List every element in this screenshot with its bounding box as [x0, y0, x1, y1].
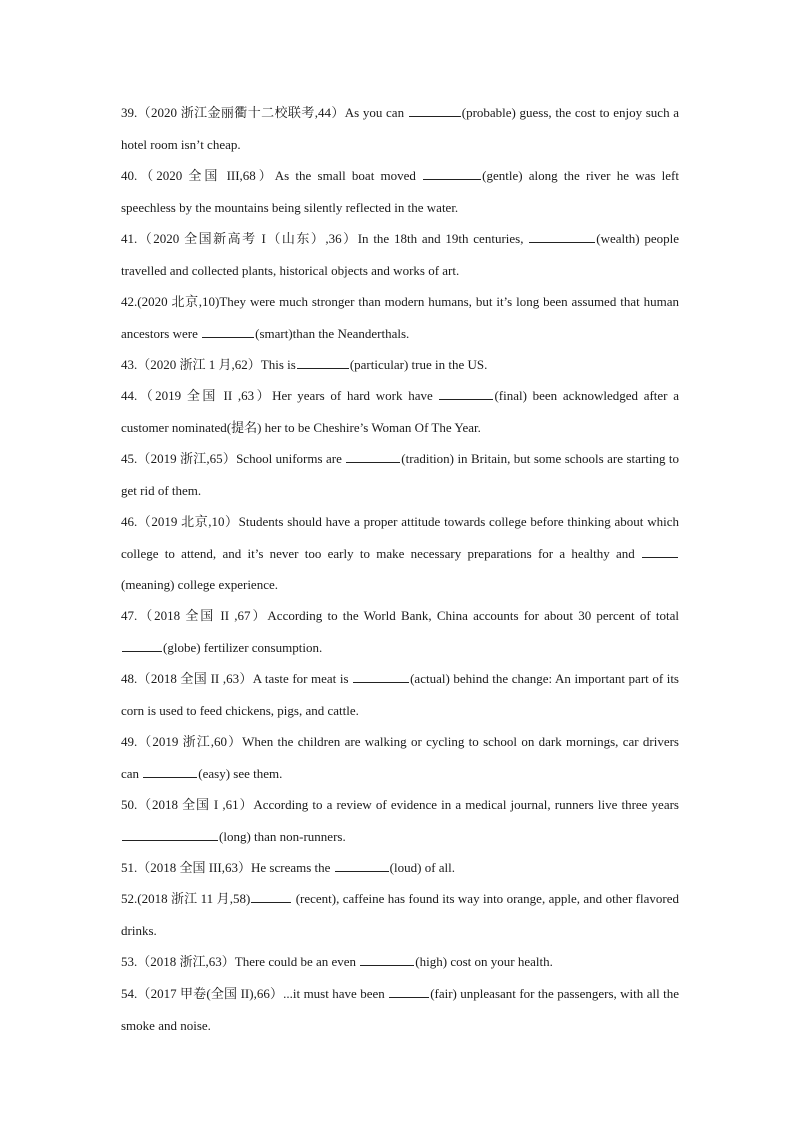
- question-47: [121, 600, 679, 663]
- answer-blank[interactable]: [335, 858, 389, 872]
- question-54: [121, 978, 679, 1041]
- question-text-after: (particular) true in the US.: [349, 357, 488, 372]
- question-source: （2018 全国 II ,63）: [137, 671, 253, 686]
- question-text-after: (probable) guess, the cost to enjoy such a hotel room isn’t cheap.: [121, 105, 679, 152]
- question-number: 45.: [121, 451, 138, 466]
- question-source: （2018 全国 II ,67）: [137, 608, 268, 623]
- answer-blank[interactable]: [409, 103, 461, 117]
- question-43: [121, 349, 679, 381]
- answer-blank[interactable]: [389, 984, 429, 998]
- question-48: [121, 663, 679, 726]
- question-text-before: When the children are walking or cycling to school on dark mornings, car drivers can: [121, 734, 679, 781]
- question-text-after: (easy) see them.: [198, 765, 283, 781]
- answer-blank[interactable]: [251, 889, 291, 903]
- answer-blank[interactable]: [439, 386, 493, 400]
- question-source: （2018 全国 III,63）: [137, 860, 251, 875]
- question-text-after: (high) cost on your health.: [415, 954, 553, 969]
- question-text-after: (wealth) people travelled and collected plants, historical objects and works of art.: [121, 231, 679, 278]
- answer-blank[interactable]: [360, 952, 414, 966]
- question-52: [121, 883, 679, 946]
- question-text-before: He screams the: [251, 860, 334, 875]
- question-number: 53.: [121, 954, 138, 969]
- question-text-before: A taste for meat is: [252, 671, 353, 686]
- question-40: [121, 160, 679, 223]
- question-51: [121, 852, 679, 884]
- answer-blank[interactable]: [423, 166, 481, 180]
- question-source: （2019 北京,10）: [137, 514, 239, 529]
- question-50: [121, 789, 679, 852]
- question-text-after: (final) been acknowledged after a customer nominated(提名) her to be Cheshire’s Woman Of The Year.: [121, 388, 679, 435]
- question-source: （2020 浙江 1 月,62）: [137, 357, 261, 372]
- question-source: （2020 全国 III,68）: [137, 168, 275, 183]
- answer-blank[interactable]: [122, 827, 218, 841]
- question-text-before: This is: [260, 357, 296, 372]
- question-text-before: In the 18th and 19th centuries,: [357, 231, 529, 246]
- question-text-before: Students should have a proper attitude towards college before thinking about which college to attend, and it’s never too early to make necessary preparations for a healthy and: [121, 514, 679, 561]
- question-text-before: They were much stronger than modern humans, but it’s long been assumed that human ancestors were: [121, 294, 679, 341]
- question-number: 47.: [121, 608, 138, 623]
- question-number: 39.: [121, 105, 138, 120]
- question-number: 41.: [121, 231, 138, 246]
- question-number: 42.: [121, 294, 138, 309]
- question-source: （2019 浙江,65）: [137, 451, 237, 466]
- question-number: 43.: [121, 357, 138, 372]
- question-text-before: According to the World Bank, China accounts for about 30 percent of total: [267, 608, 679, 623]
- question-text-after: (gentle) along the river he was left speechless by the mountains being silently reflected in the water.: [121, 168, 679, 215]
- question-source: （2018 全国 I ,61）: [137, 797, 254, 812]
- answer-blank[interactable]: [642, 544, 678, 558]
- question-41: [121, 223, 679, 286]
- question-source: (2020 北京,10): [137, 294, 220, 309]
- answer-blank[interactable]: [529, 229, 595, 243]
- question-source: （2019 全国 II ,63）: [137, 388, 273, 403]
- question-source: （2019 浙江,60）: [137, 734, 243, 749]
- question-text-after: (meaning) college experience.: [121, 577, 278, 592]
- question-text-before: School uniforms are: [236, 451, 346, 466]
- answer-blank[interactable]: [143, 764, 197, 778]
- question-number: 40.: [121, 168, 138, 183]
- question-number: 51.: [121, 860, 138, 875]
- question-number: 52.: [121, 891, 138, 906]
- question-number: 44.: [121, 388, 138, 403]
- question-53: [121, 946, 679, 978]
- question-text-before: As you can: [344, 105, 408, 120]
- question-number: 46.: [121, 514, 138, 529]
- question-44: [121, 380, 679, 443]
- question-source: (2018 浙江 11 月,58): [137, 891, 251, 906]
- question-text-before: According to a review of evidence in a medical journal, runners live three years: [253, 797, 679, 812]
- question-text-after: (globe) fertilizer consumption.: [163, 639, 323, 655]
- question-number: 49.: [121, 734, 138, 749]
- question-46: [121, 506, 679, 601]
- question-text-after: (fair) unpleasant for the passengers, with all the smoke and noise.: [121, 986, 679, 1033]
- question-45: [121, 443, 679, 506]
- question-text-after: (long) than non-runners.: [219, 828, 346, 844]
- question-text-after: (smart)than the Neanderthals.: [255, 325, 410, 341]
- answer-blank[interactable]: [297, 355, 349, 369]
- question-text-before: As the small boat moved: [274, 168, 423, 183]
- question-39: [121, 97, 679, 160]
- question-source: （2020 浙江金丽衢十二校联考,44）: [137, 105, 345, 120]
- question-text-before: ...it must have been: [283, 986, 389, 1001]
- question-number: 54.: [121, 986, 138, 1001]
- question-source: （2017 甲卷(全国 II),66）: [137, 986, 284, 1001]
- question-number: 48.: [121, 671, 138, 686]
- question-source: （2020 全国新高考 I（山东）,36）: [137, 231, 358, 246]
- answer-blank[interactable]: [122, 638, 162, 652]
- question-text-after: (loud) of all.: [389, 860, 456, 875]
- answer-blank[interactable]: [202, 324, 254, 338]
- answer-blank[interactable]: [353, 669, 409, 683]
- question-number: 50.: [121, 797, 138, 812]
- question-text-before: There could be an even: [234, 954, 360, 969]
- answer-blank[interactable]: [346, 449, 400, 463]
- question-text-after: (tradition) in Britain, but some schools are starting to get rid of them.: [121, 451, 679, 498]
- question-49: [121, 726, 679, 789]
- question-42: [121, 286, 679, 349]
- question-text-after: (actual) behind the change: An important part of its corn is used to feed chickens, pigs, and cattle.: [121, 671, 679, 718]
- question-source: （2018 浙江,63）: [137, 954, 235, 969]
- question-text-before: Her years of hard work have: [272, 388, 439, 403]
- question-text-after: (recent), caffeine has found its way into orange, apple, and other flavored drinks.: [121, 891, 679, 938]
